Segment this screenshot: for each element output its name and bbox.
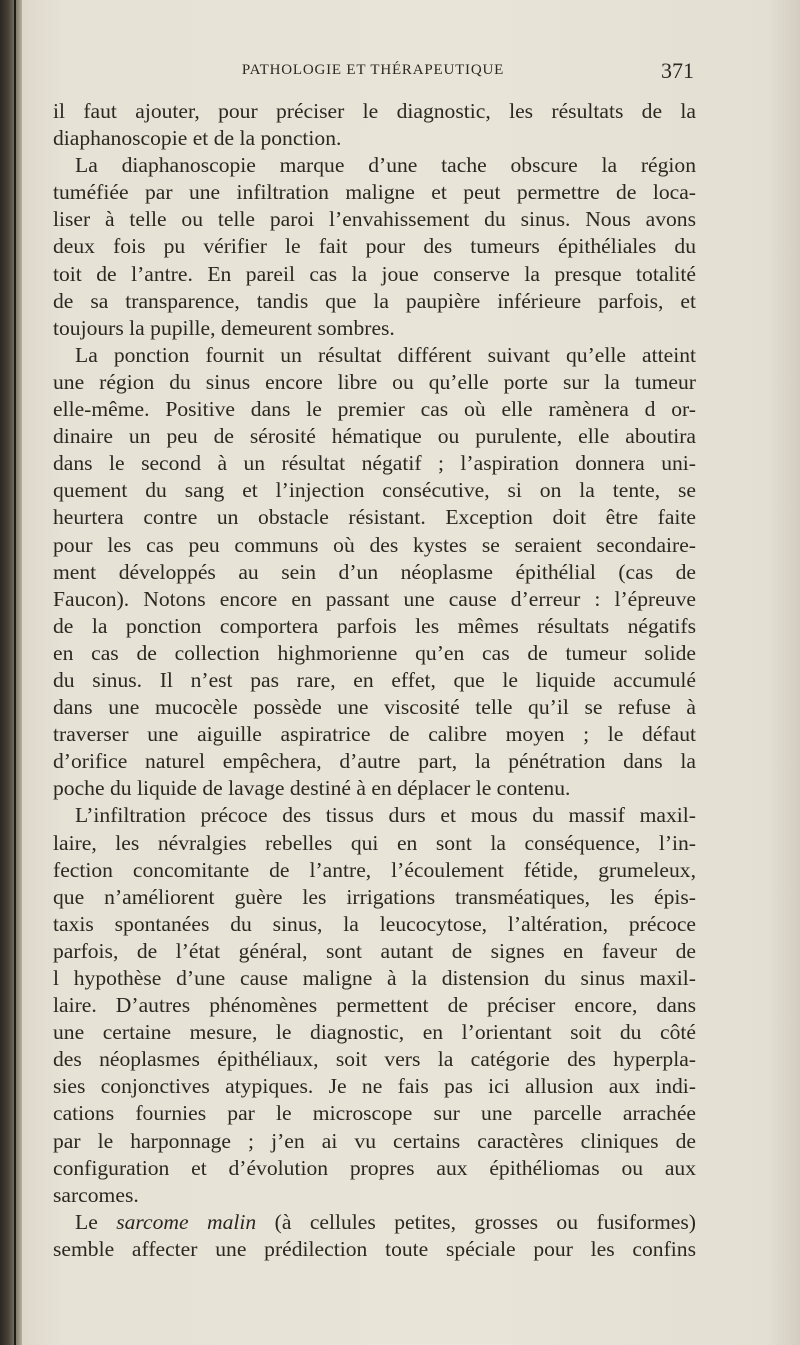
text-line: elle-même. Positive dans le premier cas où elle ramènera d or- <box>53 397 696 422</box>
text-line: semble affecter une prédilection toute spéciale pour les confins <box>53 1236 696 1261</box>
text-line: La ponction fournit un résultat différent suivant qu’elle atteint <box>75 342 696 367</box>
text-line: toujours la pupille, demeurent sombres. <box>53 315 395 340</box>
text-line: parfois, de l’état général, sont autant de signes en faveur de <box>53 938 696 963</box>
text-line: poche du liquide de lavage destiné à en déplacer le contenu. <box>53 776 571 801</box>
text-line: il faut ajouter, pour préciser le diagnostic, les résultats de la <box>53 99 696 123</box>
page-header <box>52 58 694 86</box>
text-line: d’orifice naturel empêchera, d’autre part, la pénétration dans la <box>53 749 696 774</box>
text-line: L’infiltration précoce des tissus durs et mous du massif maxil- <box>75 803 696 828</box>
text-line: diaphanoscopie et de la ponction. <box>53 126 342 151</box>
text-line: sarcomes. <box>53 1182 139 1207</box>
text-line: de sa transparence, tandis que la paupière inférieure parfois, et <box>53 288 696 313</box>
text-line: quement du sang et l’injection consécutive, si on la tente, se <box>53 478 696 503</box>
spine-edge-line <box>14 0 16 1345</box>
text-line: fection concomitante de l’antre, l’écoulement fétide, grumeleux, <box>53 857 696 882</box>
text-line: de la ponction comportera parfois les mêmes résultats négatifs <box>53 613 696 638</box>
text-line: liser à telle ou telle paroi l’envahissement du sinus. Nous avons <box>53 207 696 232</box>
text-line: sies conjonctives atypiques. Je ne fais pas ici allusion aux indi- <box>53 1074 696 1099</box>
text-line: des néoplasmes épithéliaux, soit vers la catégorie des hyperpla- <box>53 1047 696 1072</box>
text-line: configuration et d’évolution propres aux épithéliomas ou aux <box>53 1155 696 1180</box>
text-line: tuméfiée par une infiltration maligne et peut permettre de loca- <box>53 180 696 205</box>
text-line: que n’améliorent guère les irrigations transméatiques, les épis- <box>53 884 696 909</box>
text-line: Le sarcome malin (à cellules petites, grosses ou fusiformes) <box>75 1209 696 1234</box>
text-line: pour les cas peu communs où des kystes se seraient secondaire- <box>53 532 696 557</box>
text-line: taxis spontanées du sinus, la leucocytose, l’altération, précoce <box>53 911 696 936</box>
text-line: Faucon). Notons encore en passant une cause d’erreur : l’épreuve <box>53 586 696 611</box>
text-line: deux fois pu vérifier le fait pour des tumeurs épithéliales du <box>53 234 696 259</box>
text-line: cations fournies par le microscope sur une parcelle arrachée <box>53 1101 696 1126</box>
page-number: 371 <box>661 58 694 83</box>
text-line: par le harponnage ; j’en ai vu certains caractères cliniques de <box>53 1128 696 1153</box>
text-line: l hypothèse d’une cause maligne à la distension du sinus maxil- <box>53 966 696 990</box>
italic-phrase: sarcome malin <box>116 1209 257 1234</box>
text-line: laire. D’autres phénomènes permettent de préciser encore, dans <box>53 993 696 1018</box>
running-title: PATHOLOGIE ET THÉRAPEUTIQUE <box>241 62 505 78</box>
text-line: dans une mucocèle possède une viscosité telle qu’il se refuse à <box>53 695 696 720</box>
text-line: dinaire un peu de sérosité hématique ou purulente, elle aboutira <box>53 424 696 449</box>
text-line: ment développés au sein d’un néoplasme épithélial (cas de <box>53 559 696 584</box>
text-line: dans le second à un résultat négatif ; l’aspiration donnera uni- <box>53 451 696 476</box>
book-spine-shadow <box>0 0 22 1345</box>
text-line: laire, les névralgies rebelles qui en sont la conséquence, l’in- <box>53 830 696 855</box>
text-line: une certaine mesure, le diagnostic, en l’orientant soit du côté <box>53 1020 696 1045</box>
text-line: traverser une aiguille aspiratrice de calibre moyen ; le défaut <box>53 722 696 747</box>
text-line: une région du sinus encore libre ou qu’elle porte sur la tumeur <box>53 369 696 394</box>
body-text <box>53 98 696 1263</box>
text-line: heurtera contre un obstacle résistant. Exception doit être faite <box>53 505 696 530</box>
text-line: en cas de collection highmorienne qu’en cas de tumeur solide <box>53 640 696 665</box>
text-line: du sinus. Il n’est pas rare, en effet, que le liquide accumulé <box>53 667 696 692</box>
text-line: toit de l’antre. En pareil cas la joue conserve la presque totalité <box>53 261 696 286</box>
text-line: La diaphanoscopie marque d’une tache obscure la région <box>75 153 696 178</box>
